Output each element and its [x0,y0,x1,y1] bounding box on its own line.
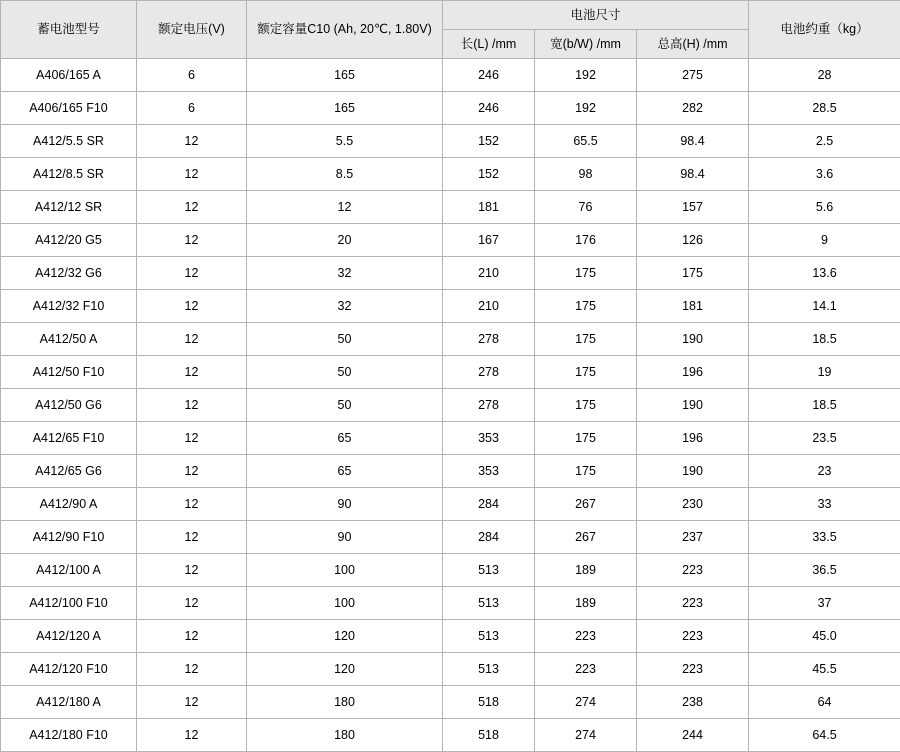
cell-capacity: 50 [247,389,443,422]
column-header-weight: 电池约重（kg） [749,1,900,59]
column-header-dimensions-group: 电池尺寸 [443,1,749,30]
cell-weight: 9 [749,224,900,257]
column-header-model: 蓄电池型号 [1,1,137,59]
cell-height: 98.4 [637,125,749,158]
cell-model: A412/120 A [1,620,137,653]
cell-weight: 14.1 [749,290,900,323]
cell-voltage: 12 [137,323,247,356]
cell-voltage: 12 [137,488,247,521]
cell-width: 175 [535,257,637,290]
cell-length: 513 [443,653,535,686]
cell-model: A412/180 A [1,686,137,719]
cell-capacity: 65 [247,455,443,488]
cell-model: A406/165 A [1,59,137,92]
column-header-height: 总高(H) /mm [637,30,749,59]
cell-height: 190 [637,389,749,422]
cell-width: 175 [535,389,637,422]
cell-height: 196 [637,422,749,455]
cell-capacity: 90 [247,488,443,521]
cell-width: 274 [535,719,637,752]
cell-capacity: 5.5 [247,125,443,158]
table-row [1,587,900,620]
cell-length: 284 [443,521,535,554]
cell-capacity: 20 [247,224,443,257]
cell-width: 175 [535,356,637,389]
cell-length: 513 [443,620,535,653]
cell-height: 175 [637,257,749,290]
cell-model: A412/180 F10 [1,719,137,752]
cell-length: 518 [443,686,535,719]
cell-width: 175 [535,422,637,455]
cell-length: 518 [443,719,535,752]
cell-length: 246 [443,59,535,92]
cell-weight: 36.5 [749,554,900,587]
cell-height: 157 [637,191,749,224]
cell-voltage: 12 [137,356,247,389]
cell-model: A406/165 F10 [1,92,137,125]
cell-voltage: 12 [137,422,247,455]
cell-voltage: 12 [137,719,247,752]
cell-length: 513 [443,587,535,620]
cell-length: 210 [443,257,535,290]
cell-model: A412/90 A [1,488,137,521]
cell-height: 126 [637,224,749,257]
column-header-capacity: 额定容量C10 (Ah, 20℃, 1.80V) [247,1,443,59]
cell-voltage: 12 [137,257,247,290]
cell-width: 192 [535,59,637,92]
cell-voltage: 12 [137,587,247,620]
table-body [1,59,900,752]
cell-model: A412/65 F10 [1,422,137,455]
cell-weight: 28 [749,59,900,92]
table-row [1,455,900,488]
cell-voltage: 12 [137,290,247,323]
cell-capacity: 180 [247,719,443,752]
cell-weight: 33.5 [749,521,900,554]
column-header-voltage: 额定电压(V) [137,1,247,59]
cell-height: 223 [637,620,749,653]
cell-width: 267 [535,488,637,521]
cell-height: 275 [637,59,749,92]
cell-length: 246 [443,92,535,125]
table-row [1,59,900,92]
cell-width: 189 [535,554,637,587]
table-row [1,521,900,554]
cell-model: A412/12 SR [1,191,137,224]
table-row [1,224,900,257]
cell-height: 190 [637,455,749,488]
table-row [1,191,900,224]
cell-capacity: 8.5 [247,158,443,191]
cell-voltage: 12 [137,389,247,422]
cell-capacity: 50 [247,356,443,389]
cell-weight: 45.0 [749,620,900,653]
cell-weight: 3.6 [749,158,900,191]
cell-length: 353 [443,455,535,488]
cell-width: 223 [535,653,637,686]
cell-height: 223 [637,587,749,620]
cell-voltage: 12 [137,125,247,158]
cell-model: A412/32 F10 [1,290,137,323]
cell-width: 76 [535,191,637,224]
cell-length: 167 [443,224,535,257]
cell-model: A412/65 G6 [1,455,137,488]
cell-voltage: 12 [137,158,247,191]
cell-model: A412/20 G5 [1,224,137,257]
cell-height: 230 [637,488,749,521]
cell-model: A412/90 F10 [1,521,137,554]
cell-model: A412/100 A [1,554,137,587]
cell-capacity: 50 [247,323,443,356]
cell-voltage: 6 [137,92,247,125]
cell-voltage: 12 [137,191,247,224]
cell-capacity: 32 [247,290,443,323]
cell-length: 513 [443,554,535,587]
cell-height: 223 [637,554,749,587]
cell-voltage: 12 [137,455,247,488]
cell-model: A412/100 F10 [1,587,137,620]
cell-capacity: 100 [247,587,443,620]
cell-width: 189 [535,587,637,620]
cell-weight: 23 [749,455,900,488]
table-row [1,125,900,158]
table-row [1,719,900,752]
cell-width: 175 [535,323,637,356]
cell-weight: 5.6 [749,191,900,224]
cell-model: A412/50 A [1,323,137,356]
cell-capacity: 65 [247,422,443,455]
cell-weight: 23.5 [749,422,900,455]
cell-voltage: 12 [137,686,247,719]
cell-weight: 2.5 [749,125,900,158]
cell-voltage: 12 [137,620,247,653]
cell-model: A412/32 G6 [1,257,137,290]
cell-voltage: 12 [137,554,247,587]
cell-length: 353 [443,422,535,455]
table-row [1,488,900,521]
cell-capacity: 32 [247,257,443,290]
cell-model: A412/5.5 SR [1,125,137,158]
cell-capacity: 165 [247,59,443,92]
cell-model: A412/120 F10 [1,653,137,686]
cell-voltage: 6 [137,59,247,92]
cell-height: 223 [637,653,749,686]
cell-length: 284 [443,488,535,521]
table-row [1,422,900,455]
cell-height: 237 [637,521,749,554]
table-row [1,257,900,290]
cell-width: 267 [535,521,637,554]
cell-model: A412/50 F10 [1,356,137,389]
cell-weight: 19 [749,356,900,389]
cell-width: 176 [535,224,637,257]
table-row [1,158,900,191]
cell-capacity: 100 [247,554,443,587]
table-row [1,389,900,422]
cell-capacity: 90 [247,521,443,554]
cell-weight: 33 [749,488,900,521]
cell-weight: 18.5 [749,389,900,422]
cell-weight: 64.5 [749,719,900,752]
table-row [1,290,900,323]
cell-weight: 37 [749,587,900,620]
table-row [1,356,900,389]
cell-weight: 45.5 [749,653,900,686]
cell-model: A412/50 G6 [1,389,137,422]
table-row [1,554,900,587]
cell-voltage: 12 [137,653,247,686]
cell-width: 175 [535,455,637,488]
cell-length: 278 [443,323,535,356]
column-header-width: 宽(b/W) /mm [535,30,637,59]
table-row [1,620,900,653]
cell-length: 278 [443,356,535,389]
cell-height: 238 [637,686,749,719]
cell-capacity: 120 [247,620,443,653]
cell-width: 223 [535,620,637,653]
cell-length: 152 [443,125,535,158]
column-header-length: 长(L) /mm [443,30,535,59]
cell-length: 278 [443,389,535,422]
cell-weight: 64 [749,686,900,719]
cell-weight: 28.5 [749,92,900,125]
cell-capacity: 120 [247,653,443,686]
table-row [1,92,900,125]
cell-length: 210 [443,290,535,323]
cell-length: 152 [443,158,535,191]
cell-capacity: 12 [247,191,443,224]
table-row [1,653,900,686]
cell-width: 98 [535,158,637,191]
cell-width: 65.5 [535,125,637,158]
cell-length: 181 [443,191,535,224]
cell-weight: 13.6 [749,257,900,290]
cell-capacity: 180 [247,686,443,719]
cell-model: A412/8.5 SR [1,158,137,191]
cell-capacity: 165 [247,92,443,125]
cell-height: 196 [637,356,749,389]
cell-height: 282 [637,92,749,125]
cell-voltage: 12 [137,224,247,257]
cell-width: 192 [535,92,637,125]
cell-voltage: 12 [137,521,247,554]
cell-height: 190 [637,323,749,356]
cell-width: 175 [535,290,637,323]
table-row [1,323,900,356]
cell-weight: 18.5 [749,323,900,356]
cell-width: 274 [535,686,637,719]
cell-height: 181 [637,290,749,323]
table-header [1,1,900,59]
cell-height: 98.4 [637,158,749,191]
cell-height: 244 [637,719,749,752]
